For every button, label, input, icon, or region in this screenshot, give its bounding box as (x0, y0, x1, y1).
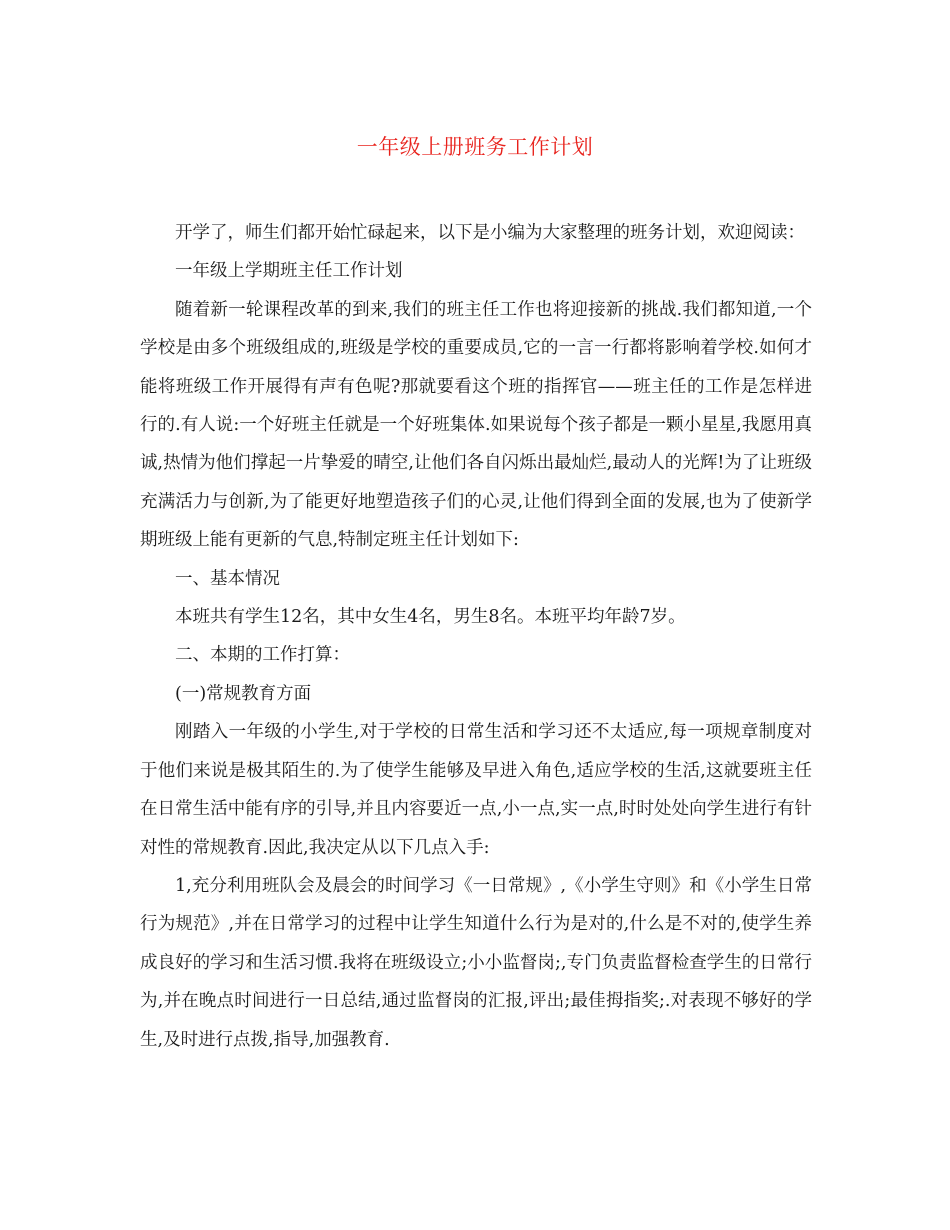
subsection-heading-routine: (一)常规教育方面 (175, 683, 312, 704)
paragraph-preface: 随着新一轮课程改革的到来,我们的班主任工作也将迎接新的挑战.我们都知道,一个学校是由多个班级组成的,班级是学校的重要成员,它的一言一行都将影响着学校.如何才能将班级工作开展得有声有色呢?那就要看这个班的指挥官——班主任的工作是怎样进行的.有人说:一个好班主任就是一个好班集体.如果说每个孩子都是一颗小星星,我愿用真诚,热情为他们撑起一片挚爱的晴空,让他们各自闪烁出最灿烂,最动人的光辉!为了让班级充满活力与创新,为了能更好地塑造孩子们的心灵,让他们得到全面的发展,也为了使新学期班级上能有更新的气息,特制定班主任计划如下: (140, 299, 812, 551)
paragraph-basic-info: 本班共有学生12名，其中女生4名，男生8名。本班平均年龄7岁。 (175, 607, 686, 628)
paragraph-intro: 开学了，师生们都开始忙碌起来，以下是小编为大家整理的班务计划，欢迎阅读： (175, 223, 805, 243)
section-heading-basic: 一、基本情况 (175, 568, 280, 589)
paragraph-item-1: 1,充分利用班队会及晨会的时间学习《一日常规》,《小学生守则》和《小学生日常行为规范》,并在日常学习的过程中让学生知道什么行为是对的,什么是不对的,使学生养成良好的学习和生活习惯.我将在班级设立;小小监督岗;,专门负责监督检查学生的日常行为,并在晚点时间进行一日总结,通过监督岗的汇报,评出;最佳拇指奖;.对表现不够好的学生,及时进行点拨,指导,加强教育. (140, 875, 812, 1050)
document-title: 一年级上册班务工作计划 (356, 135, 594, 159)
paragraph-subtitle: 一年级上学期班主任工作计划 (175, 261, 403, 282)
document-body (140, 214, 812, 1059)
section-heading-plan: 二、本期的工作打算： (175, 645, 350, 666)
paragraph-routine: 刚踏入一年级的小学生,对于学校的日常生活和学习还不太适应,每一项规章制度对于他们来说是极其陌生的.为了使学生能够及早进入角色,适应学校的生活,这就要班主任在日常生活中能有序的引导,并且内容要近一点,小一点,实一点,时时处处向学生进行有针对性的常规教育.因此,我决定从以下几点入手: (140, 722, 812, 858)
